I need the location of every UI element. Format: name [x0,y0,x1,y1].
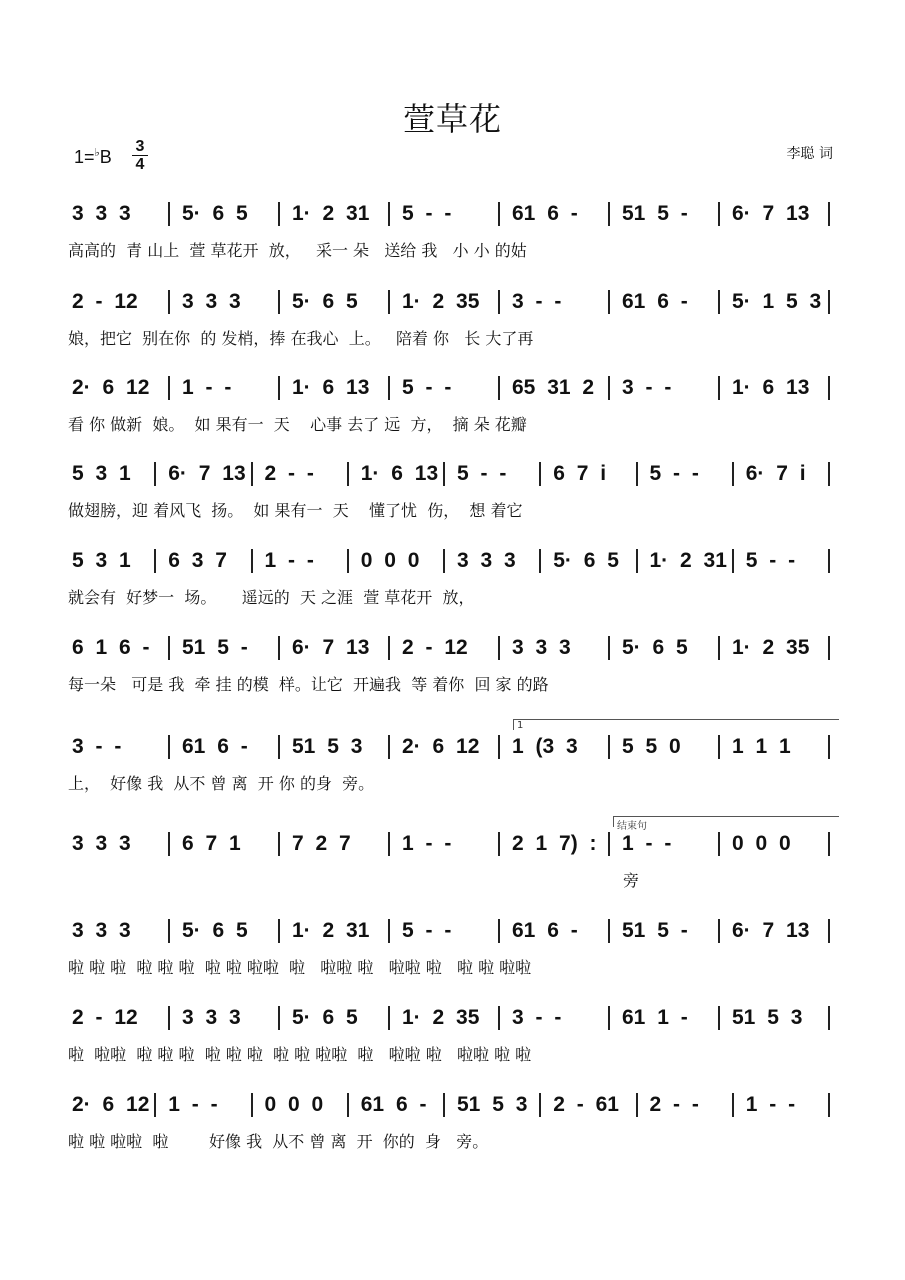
barline [388,376,390,400]
measure: 5 - - [402,202,452,225]
barline [539,549,541,573]
measure: 1 - - [402,832,452,855]
measure: 3 3 3 [72,919,131,942]
lyrics-line: 啦 啦啦 啦 啦 啦 啦 啦 啦 啦 啦 啦啦 啦 啦啦 啦 啦啦 啦 啦 [68,1045,532,1064]
barline [278,1006,280,1030]
barline [498,290,500,314]
notes-line [68,374,843,404]
measure: 5 5 0 [622,735,681,758]
barline [718,832,720,856]
barline [828,290,830,314]
lyrics-line: 就会有 好梦一 场。 遥远的 天 之涯 萱 草花开 放， [68,588,475,607]
measure: 61 6 - [182,735,248,758]
barline [251,462,253,486]
notes-line [68,917,843,947]
measure: 51 5 3 [732,1006,803,1029]
measure: 2 - 12 [72,1006,138,1029]
measure: 2 - - [264,462,314,485]
barline [828,1006,830,1030]
measure: 5 - - [457,462,507,485]
score-row [68,460,843,530]
barline [828,549,830,573]
measure: 1· 6 13 [360,462,439,485]
score-row [68,1004,843,1074]
measure: 5 - - [649,462,699,485]
measure: 1· 6 13 [732,376,810,399]
barline [718,919,720,943]
measure: 6 7 i [553,462,607,485]
measure: 51 5 3 [457,1093,528,1116]
measure: 6· 7 13 [732,919,810,942]
lyrics-line: 啦 啦 啦 啦 啦 啦 啦 啦 啦啦 啦 啦啦 啦 啦啦 啦 啦 啦 啦啦 [68,958,532,977]
barline [154,549,156,573]
barline [718,202,720,226]
measure: 1· 2 35 [402,1006,480,1029]
barline [636,462,638,486]
barline [278,202,280,226]
measure: 1 - - [264,549,314,572]
measure: 3 - - [72,735,122,758]
key-signature [74,146,112,168]
measure: 1· 2 31 [649,549,727,572]
measure: 6 7 1 [182,832,241,855]
barline [278,636,280,660]
barline [347,1093,349,1117]
measure: 5· 6 5 [292,1006,358,1029]
measure: 2· 6 12 [402,735,480,758]
measure: 1· 2 35 [402,290,480,313]
score-row [68,200,843,270]
measure: 6· 7 i [745,462,806,485]
measure: 2 1 7) : [512,832,597,855]
notes-line [68,460,843,490]
barline [443,462,445,486]
barline [732,462,734,486]
measure: 5 3 1 [72,549,131,572]
barline [498,919,500,943]
score-row [68,1091,843,1161]
measure: 51 5 - [622,919,688,942]
volta-label: 1 [517,720,524,731]
barline [278,919,280,943]
measure: 6· 7 13 [168,462,246,485]
barline [168,290,170,314]
measure: 5· 6 5 [182,202,248,225]
barline [828,202,830,226]
barline [388,202,390,226]
lyrics-line: 娘，把它 别在你 的 发梢，捧 在我心 上。 陪着 你 长 大了再 [68,329,534,348]
notes-line [68,288,843,318]
flat-icon: ♭ [94,147,100,159]
measure: 5 - - [745,549,796,572]
measure: 3 - - [512,290,562,313]
measure: 2 - 12 [402,636,468,659]
barline [608,636,610,660]
measure: 61 6 - [622,290,688,313]
notes-line [68,1091,843,1121]
notes-line [68,733,843,763]
measure: 5· 1 5 3 [732,290,822,313]
barline [388,919,390,943]
measure: 3 3 3 [72,832,131,855]
barline [636,549,638,573]
score-row [68,374,843,444]
barline [539,1093,541,1117]
measure: 61 6 - [360,1093,427,1116]
measure: 5 - - [402,376,452,399]
barline [443,549,445,573]
barline [828,1093,830,1117]
barline [608,376,610,400]
barline [608,735,610,759]
lyrics-line: 高高的 青 山上 萱 草花开 放， 采一 朵 送给 我 小 小 的姑 [68,241,527,260]
volta-bracket [513,719,839,730]
barline [388,832,390,856]
measure: 51 5 - [182,636,248,659]
measure: 3 3 3 [72,202,131,225]
barline [732,549,734,573]
measure: 2 - - [649,1093,699,1116]
measure: 1· 2 35 [732,636,810,659]
measure: 6· 7 13 [732,202,810,225]
barline [828,376,830,400]
barline [828,636,830,660]
measure: 1· 2 31 [292,919,370,942]
lyrics-line: 上， 好像 我 从不 曾 离 开 你 的身 旁。 [68,774,375,793]
barline [278,376,280,400]
score-row [68,720,843,803]
barline [718,1006,720,1030]
measure: 1 1 1 [732,735,791,758]
measure: 6 3 7 [168,549,227,572]
lyrics-line: 看 你 做新 娘。 如 果有一 天 心事 去了 远 方， 摘 朵 花瓣 [68,415,527,434]
barline [347,462,349,486]
score-row [68,547,843,617]
barline [828,832,830,856]
lyricist-credit: 李聪 词 [786,146,833,162]
measure: 3 - - [512,1006,562,1029]
barline [498,376,500,400]
barline [636,1093,638,1117]
barline [251,1093,253,1117]
measure: 3 3 3 [182,290,241,313]
volta-label: 结束句 [617,821,647,832]
barline [608,1006,610,1030]
score-row [68,288,843,358]
barline [828,462,830,486]
barline [539,462,541,486]
barline [608,832,610,856]
measure: 6 1 6 - [72,636,150,659]
measure: 5 3 1 [72,462,131,485]
barline [278,735,280,759]
key-note: B [99,147,112,167]
barline [608,919,610,943]
time-sig-bottom: 4 [135,156,145,173]
barline [347,549,349,573]
barline [154,1093,156,1117]
time-sig-top: 3 [132,138,148,156]
barline [388,290,390,314]
measure: 1 - - [182,376,232,399]
lyrics-line: 做翅膀，迎 着风飞 扬。 如 果有一 天 懂了忧 伤， 想 着它 [68,501,523,520]
score-row [68,917,843,987]
barline [718,290,720,314]
measure: 0 0 0 [264,1093,324,1116]
measure: 0 0 0 [360,549,420,572]
barline [718,735,720,759]
notes-line [68,200,843,230]
notes-line [68,830,843,860]
measure: 1 - - [745,1093,796,1116]
measure: 1 - - [622,832,672,855]
measure: 5· 6 5 [292,290,358,313]
measure: 0 0 0 [732,832,791,855]
barline [732,1093,734,1117]
barline [168,735,170,759]
measure: 7 2 7 [292,832,351,855]
barline [154,462,156,486]
score-row [68,634,843,704]
barline [443,1093,445,1117]
measure: 1 (3 3 [512,735,578,758]
barline [608,202,610,226]
barline [388,735,390,759]
measure: 5· 6 5 [182,919,248,942]
barline [718,636,720,660]
measure: 2· 6 12 [72,1093,150,1116]
barline [251,549,253,573]
notes-line [68,1004,843,1034]
barline [168,832,170,856]
notes-line [68,547,843,577]
notes-line [68,634,843,664]
barline [828,735,830,759]
measure: 1· 2 31 [292,202,370,225]
measure: 3 3 3 [512,636,571,659]
measure: 5 - - [402,919,452,942]
measure: 61 6 - [512,919,578,942]
barline [168,1006,170,1030]
barline [608,290,610,314]
barline [168,376,170,400]
barline [168,636,170,660]
barline [388,636,390,660]
lyrics-line: 啦 啦 啦啦 啦 好像 我 从不 曾 离 开 你的 身 旁。 [68,1132,489,1151]
score-title: 萱草花 [402,100,502,138]
barline [278,290,280,314]
barline [828,919,830,943]
barline [168,919,170,943]
measure: 1· 6 13 [292,376,370,399]
measure: 51 5 - [622,202,688,225]
key-label: 1= [74,147,95,167]
barline [498,832,500,856]
measure: 6· 7 13 [292,636,370,659]
barline [388,1006,390,1030]
barline [498,735,500,759]
barline [718,376,720,400]
measure: 2· 6 12 [72,376,150,399]
measure: 3 3 3 [457,549,516,572]
score-row [68,821,843,900]
measure: 61 1 - [622,1006,688,1029]
measure: 61 6 - [512,202,578,225]
time-signature [132,138,148,173]
measure: 65 31 2 [512,376,595,399]
measure: 51 5 3 [292,735,363,758]
barline [498,636,500,660]
measure: 3 3 3 [182,1006,241,1029]
lyrics-line: 旁 [623,871,640,890]
measure: 5· 6 5 [622,636,688,659]
measure: 2 - 12 [72,290,138,313]
barline [168,202,170,226]
lyrics-line: 每一朵 可是 我 牵 挂 的模 样。让它 开遍我 等 着你 回 家 的路 [68,675,549,694]
volta-bracket [613,816,839,832]
barline [278,832,280,856]
barline [498,202,500,226]
measure: 3 - - [622,376,672,399]
measure: 1 - - [168,1093,218,1116]
measure: 2 - 61 [553,1093,619,1116]
measure: 5· 6 5 [553,549,619,572]
barline [498,1006,500,1030]
